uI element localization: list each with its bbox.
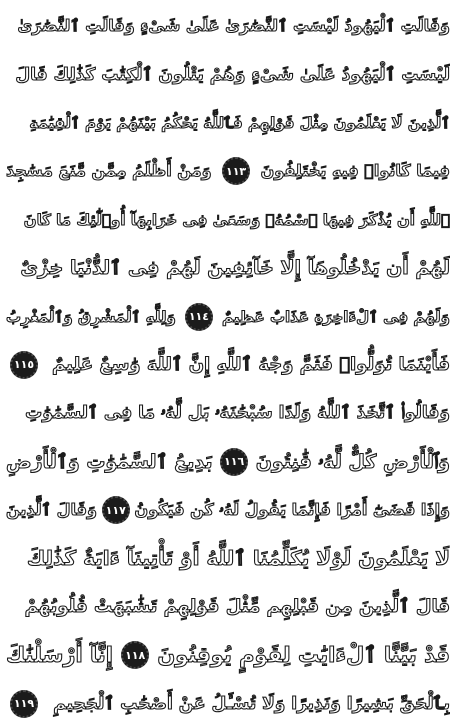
text-line xyxy=(6,583,450,631)
text-line xyxy=(6,631,450,679)
text-line xyxy=(6,438,450,486)
verse-text: قَالَ ٱلَّذِينَ مِن قَبْلِهِم مِّثْلَ قَوْلِهِمْ تَشَٰبَهَتْ قُلُوبُهُمْ xyxy=(24,595,450,617)
verse-number: ١١٧ xyxy=(105,503,126,517)
verse-number: ١١٨ xyxy=(125,648,146,662)
verse-end-marker xyxy=(10,690,38,718)
verse-text: وَإِذَا قَضَىٰٓ أَمْرًا فَإِنَّمَا يَقُولُ لَهُۥ كُن فَيَكُونُ xyxy=(134,500,450,520)
text-line xyxy=(6,534,450,582)
verse-text: ٱللَّهِ أَن يُذْكَرَ فِيهَا ٱسْمُهُۥ وَسَعَىٰ فِى خَرَابِهَآ أُو۟لَٰٓئِكَ مَا كَانَ xyxy=(23,210,450,229)
verse-text: بِٱلْحَقِّ بَشِيرًا وَنَذِيرًا وَلَا تُسْـَٔلُ عَنْ أَصْحَٰبِ ٱلْجَحِيمِ xyxy=(53,693,450,714)
verse-number: ١١٤ xyxy=(188,310,209,324)
verse-number: ١١٥ xyxy=(13,358,35,372)
verse-text: ٱلَّذِينَ لَا يَعْلَمُونَ مِثْلَ قَوْلِهِمْ فَٱللَّهُ يَحْكُمُ بَيْنَهُمْ يَوْمَ ٱلْقِيَٰمَةِ xyxy=(29,113,450,132)
text-line xyxy=(6,679,450,727)
verse-text: وَقَالَ ٱلَّذِينَ xyxy=(6,500,97,520)
verse-end-marker xyxy=(185,303,213,331)
verse-number: ١١٣ xyxy=(225,164,247,178)
verse-text: وَلِلَّهِ ٱلْمَشْرِقُ وَٱلْمَغْرِبُ xyxy=(6,307,176,326)
verse-text: فِيمَا كَانُوا۟ فِيهِ يَخْتَلِفُونَ xyxy=(260,161,450,181)
verse-text: فَأَيْنَمَا تُوَلُّوا۟ فَثَمَّ وَجْهُ ٱللَّهِ إِنَّ ٱللَّهَ وَٰسِعٌ عَلِيمٌ xyxy=(52,353,450,375)
text-line xyxy=(6,147,450,195)
verse-text: وَٱلْأَرْضِ كُلٌّ لَّهُۥ قَٰنِتُونَ xyxy=(255,450,450,473)
verse-text: لَيْسَتِ ٱلْيَهُودُ عَلَىٰ شَىْءٍ وَهُمْ يَتْلُونَ ٱلْكِتَٰبَ كَذَٰلِكَ قَالَ xyxy=(15,64,450,85)
text-line xyxy=(6,99,450,147)
verse-end-marker xyxy=(102,496,130,524)
text-line xyxy=(6,2,450,50)
text-line xyxy=(6,341,450,389)
text-line xyxy=(6,244,450,292)
verse-text: وَمَنْ أَظْلَمُ مِمَّن مَّنَعَ مَسَٰجِدَ xyxy=(6,161,212,181)
verse-text: بَدِيعُ ٱلسَّمَٰوَٰتِ وَٱلْأَرْضِ xyxy=(6,450,213,473)
verse-text: قَدْ بَيَّنَّا ٱلْءَايَٰتِ لِقَوْمٍ يُوقِنُونَ xyxy=(157,643,450,668)
verse-end-marker xyxy=(222,157,250,185)
text-line xyxy=(6,389,450,437)
verse-end-marker xyxy=(220,448,248,476)
verse-text: وَقَالَتِ ٱلْيَهُودُ لَيْسَتِ ٱلنَّصَٰرَىٰ عَلَىٰ شَىْءٍ وَقَالَتِ ٱلنَّصَٰرَىٰ xyxy=(17,16,450,36)
verse-text: لَا يَعْلَمُونَ لَوْلَا يُكَلِّمُنَا ٱللَّهُ أَوْ تَأْتِينَآ ءَايَةٌ كَذَٰلِكَ xyxy=(26,546,450,571)
verse-end-marker xyxy=(10,351,38,379)
verse-text: إِنَّآ أَرْسَلْنَٰكَ xyxy=(6,643,113,668)
text-line xyxy=(6,486,450,534)
verse-text: لَهُمْ أَن يَدْخُلُوهَآ إِلَّا خَآئِفِينَ لَهُمْ فِى ٱلدُّنْيَا خِزْىٌ xyxy=(20,257,450,280)
text-line xyxy=(6,50,450,98)
verse-end-marker xyxy=(121,641,149,669)
text-line xyxy=(6,292,450,340)
verse-number: ١١٦ xyxy=(224,455,245,469)
verse-text: وَلَهُمْ فِى ٱلْءَاخِرَةِ عَذَابٌ عَظِيمٌ xyxy=(222,307,450,326)
verse-text: وَقَالُوا۟ ٱتَّخَذَ ٱللَّهُ وَلَدًا سُبْحَٰنَهُۥ بَل لَّهُۥ مَا فِى ٱلسَّمَٰوَٰتِ xyxy=(25,403,450,424)
text-line xyxy=(6,196,450,244)
verse-number: ١١٩ xyxy=(13,697,35,711)
